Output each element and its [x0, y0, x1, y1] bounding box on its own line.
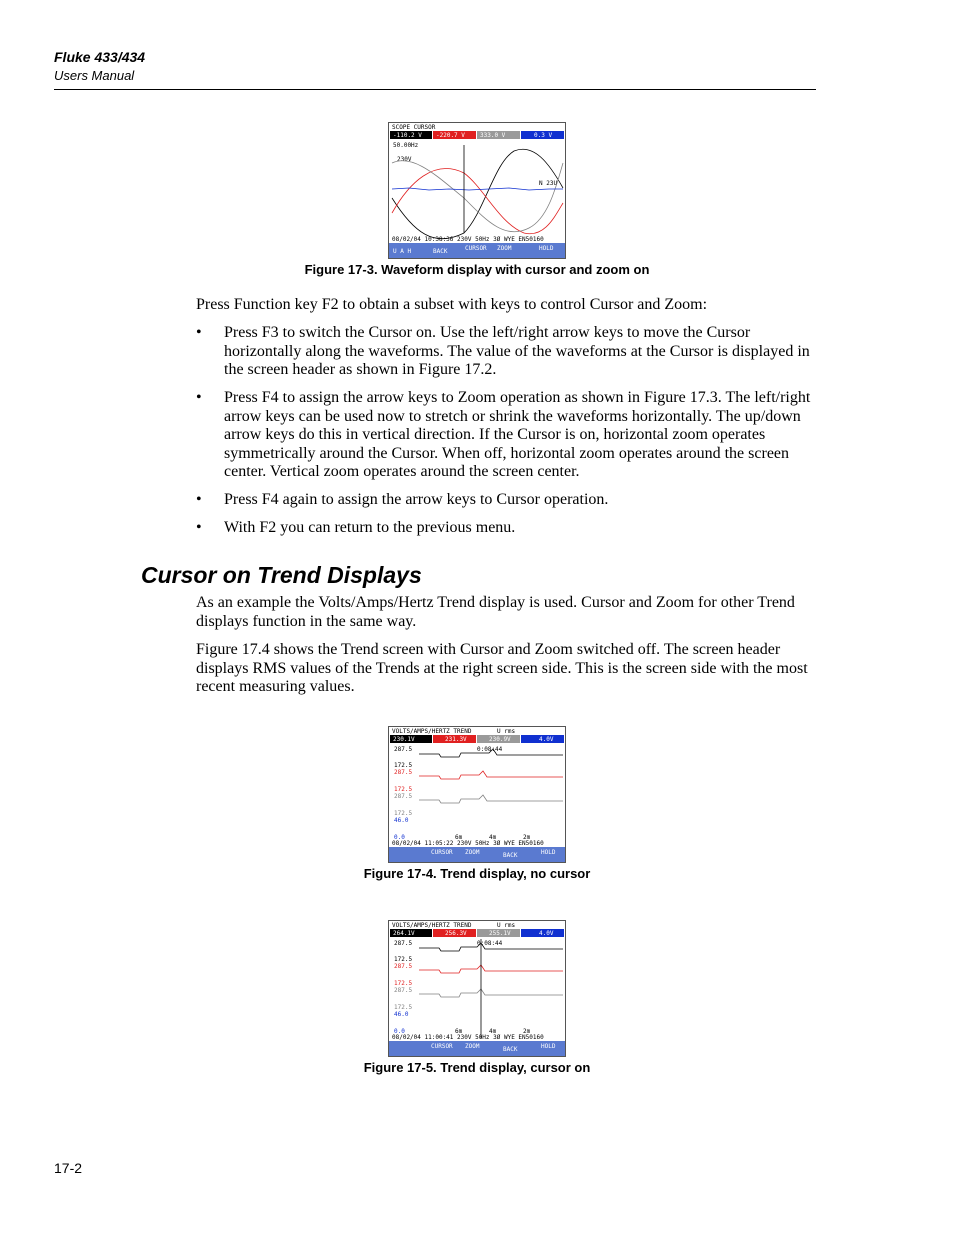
- reading-l3: 255.1V: [489, 930, 511, 937]
- scale-label: 287.5: [394, 793, 413, 800]
- scale-right: N 23U: [539, 180, 558, 187]
- scale-label: 287.5: [394, 940, 413, 947]
- time-readout: 0:08:44: [477, 746, 503, 753]
- softkey-hold: HOLD: [539, 245, 554, 252]
- scale-label: 172.5: [394, 1004, 413, 1011]
- scale-label: 287.5: [394, 963, 413, 970]
- softkey-zoom: ZOOM: [465, 1043, 480, 1050]
- waveform-n: [392, 188, 563, 190]
- reading-l3: 333.0 V: [480, 132, 506, 139]
- scale-left: 230V: [397, 156, 412, 163]
- figure-waveform-screen: [388, 122, 566, 259]
- waveform-l2: [392, 169, 563, 234]
- trend-l2: [419, 771, 563, 779]
- softkey-back: BACK: [433, 248, 448, 255]
- list-item: • With F2 you can return to the previous menu.: [196, 519, 516, 536]
- running-header-title: Fluke 433/434: [54, 49, 146, 65]
- softkey-cursor: CURSOR: [431, 849, 453, 856]
- reading-n: 4.0V: [539, 930, 554, 937]
- time-axis-label: 4m: [489, 1028, 497, 1035]
- intro-paragraph: Press Function key F2 to obtain a subset with keys to control Cursor and Zoom:: [196, 296, 708, 313]
- list-item: • Press F4 to assign the arrow keys to Zoom operation as shown in Figure 17.3. The left/right arrow keys can be used now to stretch or shrink the waveforms horizontally. The up/down arrow keys do this in vertical direction. If the Cursor is on, horizontal zoom operates symmetrically around the Cursor. When off, horizontal zoom operates around the screen center. Vertical zoom operates around the screen center.: [196, 389, 811, 480]
- status-bar: 08/02/04 11:05:22 230V 50Hz 3Ø WYE EN50160: [392, 840, 544, 847]
- status-bar: 08/02/04 10:38:36 230V 50Hz 3Ø WYE EN50160: [392, 236, 544, 243]
- softkey-back: BACK: [503, 1046, 518, 1053]
- softkey-zoom: ZOOM: [497, 245, 512, 252]
- screen-title: SCOPE CURSOR: [392, 124, 436, 131]
- scale-label: 0.0: [394, 1028, 405, 1035]
- softkey-hold: HOLD: [541, 1043, 556, 1050]
- screen-title: VOLTS/AMPS/HERTZ TREND: [392, 922, 472, 929]
- instruction-list: [196, 324, 816, 547]
- header-rule: [54, 89, 816, 90]
- softkey-cursor: CURSOR: [465, 245, 487, 252]
- scale-label: 46.0: [394, 817, 409, 824]
- figure-17-5-caption: Figure 17-5. Trend display, cursor on: [363, 1060, 591, 1075]
- reading-l2: -220.7 V: [436, 132, 465, 139]
- list-item: • Press F4 again to assign the arrow keys to Cursor operation.: [196, 491, 609, 508]
- scale-label: 287.5: [394, 746, 413, 753]
- softkey-cursor: CURSOR: [431, 1043, 453, 1050]
- scale-label: 172.5: [394, 762, 413, 769]
- screen-title: VOLTS/AMPS/HERTZ TREND: [392, 728, 472, 735]
- scale-label: 172.5: [394, 956, 413, 963]
- scale-label: 287.5: [394, 769, 413, 776]
- section-heading: Cursor on Trend Displays: [141, 562, 422, 588]
- time-axis-label: 2m: [523, 1028, 531, 1035]
- page-number: 17-2: [54, 1160, 83, 1176]
- time-axis-label: 6m: [455, 834, 463, 841]
- scale-label: 46.0: [394, 1011, 409, 1018]
- reading-l1: 230.1V: [393, 736, 415, 743]
- reading-l1: 264.1V: [393, 930, 415, 937]
- trend-l3: [419, 989, 563, 997]
- units-label: U rms: [497, 922, 516, 929]
- reading-l1: -110.2 V: [393, 132, 422, 139]
- scale-label: 172.5: [394, 786, 413, 793]
- time-axis-label: 2m: [523, 834, 531, 841]
- softkey-zoom: ZOOM: [465, 849, 480, 856]
- figure-trend-screen-cursor-on: [388, 920, 566, 1057]
- softkey-back: BACK: [503, 852, 518, 859]
- scale-label: 287.5: [394, 987, 413, 994]
- list-item: • Press F3 to switch the Cursor on. Use the left/right arrow keys to move the Cursor horizontally along the waveforms. The value of the waveforms at the Cursor is displayed in the screen header as shown in Figure 17.2.: [196, 324, 810, 378]
- running-header-subtitle: Users Manual: [54, 68, 135, 83]
- reading-n: 4.0V: [539, 736, 554, 743]
- waveform-l3: [392, 161, 563, 232]
- softkey-hold: HOLD: [541, 849, 556, 856]
- waveform-l1: [392, 149, 563, 239]
- trend-l3: [419, 795, 563, 803]
- frequency-readout: 50.00Hz: [393, 142, 419, 149]
- reading-l3: 230.9V: [489, 736, 511, 743]
- figure-trend-screen-no-cursor: [388, 726, 566, 863]
- trend-l2: [419, 965, 563, 973]
- figure-17-4-caption: Figure 17-4. Trend display, no cursor: [363, 866, 591, 881]
- softkey-1: U A H: [393, 248, 412, 255]
- scale-label: 0.0: [394, 834, 405, 841]
- scale-label: 172.5: [394, 810, 413, 817]
- section-paragraph-2: Figure 17.4 shows the Trend screen with Cursor and Zoom switched off. The screen header displays RMS values of the Trends at the right screen side. This is the screen side with the most recent measuring values.: [196, 641, 808, 695]
- units-label: U rms: [497, 728, 516, 735]
- reading-n: 0.3 V: [534, 132, 553, 139]
- reading-l2: 231.3V: [445, 736, 467, 743]
- time-readout: 0:08:44: [477, 940, 503, 947]
- time-axis-label: 4m: [489, 834, 497, 841]
- scale-label: 172.5: [394, 980, 413, 987]
- time-axis-label: 6m: [455, 1028, 463, 1035]
- figure-17-3-caption: Figure 17-3. Waveform display with cursor and zoom on: [304, 262, 650, 277]
- section-paragraph-1: As an example the Volts/Amps/Hertz Trend display is used. Cursor and Zoom for other Trend displays function in the same way.: [196, 594, 795, 630]
- reading-l2: 256.3V: [445, 930, 467, 937]
- status-bar: 08/02/04 11:00:41 230V 50Hz 3Ø WYE EN50160: [392, 1034, 544, 1041]
